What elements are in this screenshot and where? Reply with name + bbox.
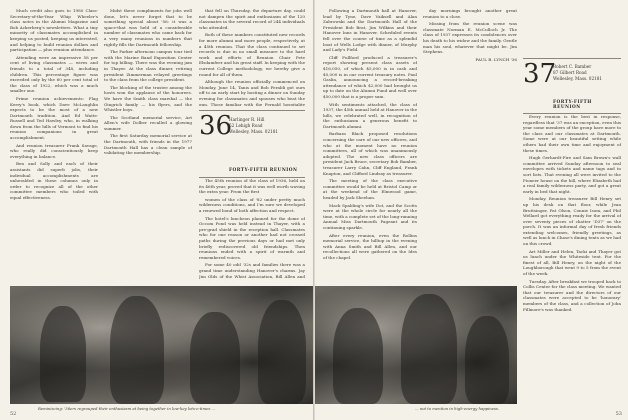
- paragraph: Barbara Black proposed resolutions concerning the care of our new officers, and who at the moment have no reunion committees, all of which was unanimously adopted. The new class officers are president Jack Bruce, secretary Bob Bamber, treasurer Larry Cahn, Cliff England, Frank Knapton, and Clifford Lindsay as treasurer.: [323, 131, 417, 176]
- right-page: [315, 0, 628, 420]
- paragraph: day mornings brought another great reunion to a close.: [423, 8, 517, 19]
- paragraph: Midst these compliments for jobs well done, let's never forget that to be something special about '56: it was a space-that was held of a considerable number of classmates who came back for a very many reunions in numbers that rightly fills the Dartmouth fellowship.: [104, 8, 192, 47]
- class-36-header: [199, 110, 305, 178]
- reunion-tag: FORTY-FIFTH REUNION: [229, 168, 298, 173]
- paragraph: With sentiments attached, the class of 1937, the 45th annual held at Hanover in the hills, we celebrated well, in recognition of the enthusiasm a generous benefit to Dartmouth alumni.: [323, 101, 417, 129]
- paragraph: After every reunion, even the Rollins memorial service, the hilltop in the evening with Anna Smith and Bill Allen, and our recollections all were gathered on the Ides of the chapel.: [323, 232, 417, 260]
- page-number-left: 52: [10, 411, 17, 417]
- paragraph: Both of these numbers constituted new records for more alumni and more people, respectively, at a 45th reunion. That the class continued to set records is due in no small measure to the hard work and efforts of Reunion Chair Pete Elsdamfeer and his great staff. In keeping with the current College methodology, we hereby give a round for all of them.: [199, 32, 305, 77]
- paragraph: Prime reunion achievements: Flag Kerry's book, which Dave McLaughlin expects to be the most of a new Dartmouth tradition. And Ed Watts-Russell and Ted Hawley, who, in walking down from the hills of Vermont to find his reunion companions in great accomplishment.: [10, 95, 98, 141]
- paragraph: Missing from the reunion scene was classmate Norman E. McCulloch Jr. The class of 1937 expresses its condolences over his death to his widow and the family. Gentle man his soul, whatever that might be. Jim Stephens.: [423, 21, 517, 55]
- class-36-column: [199, 178, 305, 280]
- photo-caption-left: Reminiscing: '36ers regrouped their enthusiasm at being together in low-key lots-o-times ...: [38, 406, 216, 411]
- secretary-street: 52 Lehigh Road: [229, 123, 263, 128]
- paragraph: Cliff Fullford produced a treasurer's report showing present class assets of $16,050, of which $5,000 is in cash and $5,000 is in our current treasury notes. Paul Gaslin, announcing a record-breaking attendance of which $2,000 had brought us up to date on the Alumni Fund and well over $50,000 that is a proper sum.: [323, 54, 417, 99]
- class-number: 37: [523, 59, 557, 89]
- secretary-street: 87 Gilbert Road: [553, 70, 587, 75]
- paragraph: Much credit also goes to 1980 Class-Secretary-of-the-Year Whip Wheeler's class notes in the Alumni Magazine and Bob Ackerberg's newsletters. What a tiny minority of classmates accomplished in keeping us posted, keeping us interested, and helping to build reunion dollars and participation — plus reunion attendance.: [10, 8, 98, 53]
- reunion-tag: FORTY-FIFTH REUNION: [553, 100, 592, 110]
- secretary-name: Harlinger R. Hill: [229, 117, 265, 122]
- paragraph: Although the reunion officially commenced on Monday, June 14, Tanis and Bob Feraldi got ours off to an early start by hosting a dinner on Sunday evening for classmates and spouses who beat the gun. Those familiar with the Fernald hospitality: [199, 79, 305, 106]
- class-37-header: [523, 58, 621, 114]
- class-36-column-top: [199, 8, 305, 106]
- right-column-3: [523, 114, 621, 404]
- paragraph: Hugh Gerhardt-Fire and Sam Brown's wall committee arrived Sunday afternoon to seal envelopes with tickets and name tags and to sort lists. That evening all were invited to the Pioneer house on the hill, where Elizabeth had a real family wilderness party, and got a great early in bed that night.: [523, 155, 621, 194]
- secretary-city: Wellesley, Mass. 02181: [229, 129, 279, 134]
- paragraph: The 45th reunion of the class of 1936, held on its 46th year, proved that it was well worth waving the extra year. From the first: [199, 178, 305, 195]
- paragraph: The blocking of the trustee among the hosts won the applause of the honorees. We have the Smith class marshal — the Gingrich family — his flyers, and the Whistler boys.: [104, 84, 192, 113]
- photo-figure: [333, 308, 383, 404]
- signature-line: PAUL B. LYNCH '36: [475, 56, 517, 62]
- paragraph: Tuesday. After breakfast we trooped back to Collis Center for the class meeting. We wanted that our treasurer and the directors of our classmates were accepted to be 'honorary' members of the class, and a collection of John Fillmore's was thanked.: [523, 278, 621, 312]
- right-column-2: [423, 8, 517, 280]
- photo-figure: [190, 312, 240, 404]
- paragraph: Following a Dartmouth ball at Hanover, lead by Tyne, Dave Vaiksell and Alan Zabrowski and the Dartmouth Hall of the President Bob Brat, Jim Wilkins and their Hanover Inns in Hanover. Scheduled events fell over the course of time as a splendid boat of Wells Lodge with dinner, of Murphy and Lady's Field.: [323, 8, 417, 53]
- page-number-right: 53: [615, 411, 622, 417]
- paragraph: The first Saturday memorial service at the Dartmouth, with friends in the 1977 Dartmouth Hall has a clean sample of validating the membership.: [104, 133, 192, 156]
- photo-figure: [465, 316, 509, 404]
- paragraph: Monday. Reunion treasurer Bill Henry set up his desk on that floor, while Jean Bruttsinger, Pat Olson, Connie Isom, and Phil Wellard got everything ready for the arrival of over seventy pieces of chatter 'D37' on the porch. It was an informal day of fresh friends extending welcomes, friendly greetings, as well as lunch in Chase's dining tents as we had on this crowd.: [523, 196, 621, 247]
- left-column-1: [10, 8, 98, 280]
- left-column-2: [104, 8, 192, 280]
- paragraph: The Parker afternoon campus tour tied with the Marine Band Exposition Center for top billing. There was the evening jam in Thayer. At the class dinner, retiring president Zimmerman relayed greetings to the class from the college president.: [104, 49, 192, 83]
- paragraph: women of the class of '82 under pretty much wilderness conditions, and I'm sure we developed a renewed bond of both affection and respect.: [199, 196, 305, 213]
- reunion-photo-left: [10, 286, 313, 404]
- photo-figure: [110, 296, 164, 404]
- paragraph: The Scotland memorial service, Art Allen's wife Dolber recalled a glowing summer.: [104, 114, 192, 131]
- paragraph: that fell on Thursday, the departure day, could not dampen the spirit and enthusiasm of the 120 classmates in the several record of 244 individuals who attended.: [199, 8, 305, 30]
- paragraph: And reunion treasurer Frank Savage, who really did conscientiously keep everything in balance.: [10, 142, 98, 159]
- class-number: 36: [199, 111, 233, 141]
- paragraph: Art Miller and Helen, Tacki and Thayer got us lunch under the Whiteside tent. For the finest of all, Bill Henry, on the night of the Loughborough that went 9 to 5 from the event of the week.: [523, 248, 621, 277]
- photo-figure: [40, 306, 86, 402]
- photo-figure: [258, 300, 306, 404]
- left-page: [0, 0, 313, 420]
- photo-figure: [401, 294, 457, 404]
- secretary-name: Robert C. Bamber: [553, 64, 592, 69]
- paragraph: The hotel's luncheon planned for the dome of Occom Pond was held instead in Thayer, with a pre-grad shield in the reception hall. Classmates who for one reason or another had not crossed paths during the previous days or had met only briefly rediscovered old friendships. Then reunions ended with a spirit of warmth and remembered voices.: [199, 215, 305, 260]
- paragraph: For some 40 odd '32s and families there was a grand time understanding Hanover's charms. Jay Jim Olds of the Whist Association, Bill Allen and: [199, 262, 305, 279]
- paragraph: Every reunion is the best in response, regardless that '37 was an exception, even this year some members of the group have more to the class and our classmates at Dartmouth. Some were at our beautiful setting while others had their own time and enjoyment of these times.: [523, 114, 621, 153]
- paragraph: The meeting of the class executive committee would be held at Bristol Camp or at the weekend of the Elmwood game, headed by Jack Sheehan.: [323, 178, 417, 200]
- right-column-1: [323, 8, 417, 280]
- paragraph: Attending were an impressive 58 per cent of living classmates — wives and friends to a total of 348, including children. This percentage figure was exceeded only by the 60 per cent total of the class of 1922, which was a much smaller one.: [10, 54, 98, 94]
- reunion-photo-right: [315, 286, 517, 404]
- paragraph: Ben and Solly and each of their assistants did superb jobs, their individual accomplishments are unheralded in these columns only in order to recognize all of the other committee members who toiled with equal effectiveness.: [10, 161, 98, 200]
- photo-caption-right: ... not to mention in high-energy happiness.: [415, 406, 500, 411]
- secretary-city: Wellesley, Mass. 02181: [553, 76, 603, 81]
- paragraph: Mack Spalding's wife Dot, and the Scotts were at the whole circle for nearly all the time, with a complete set of the long-running Annual Miss Dartmouth Pageant and its continuing sparkle.: [323, 202, 417, 230]
